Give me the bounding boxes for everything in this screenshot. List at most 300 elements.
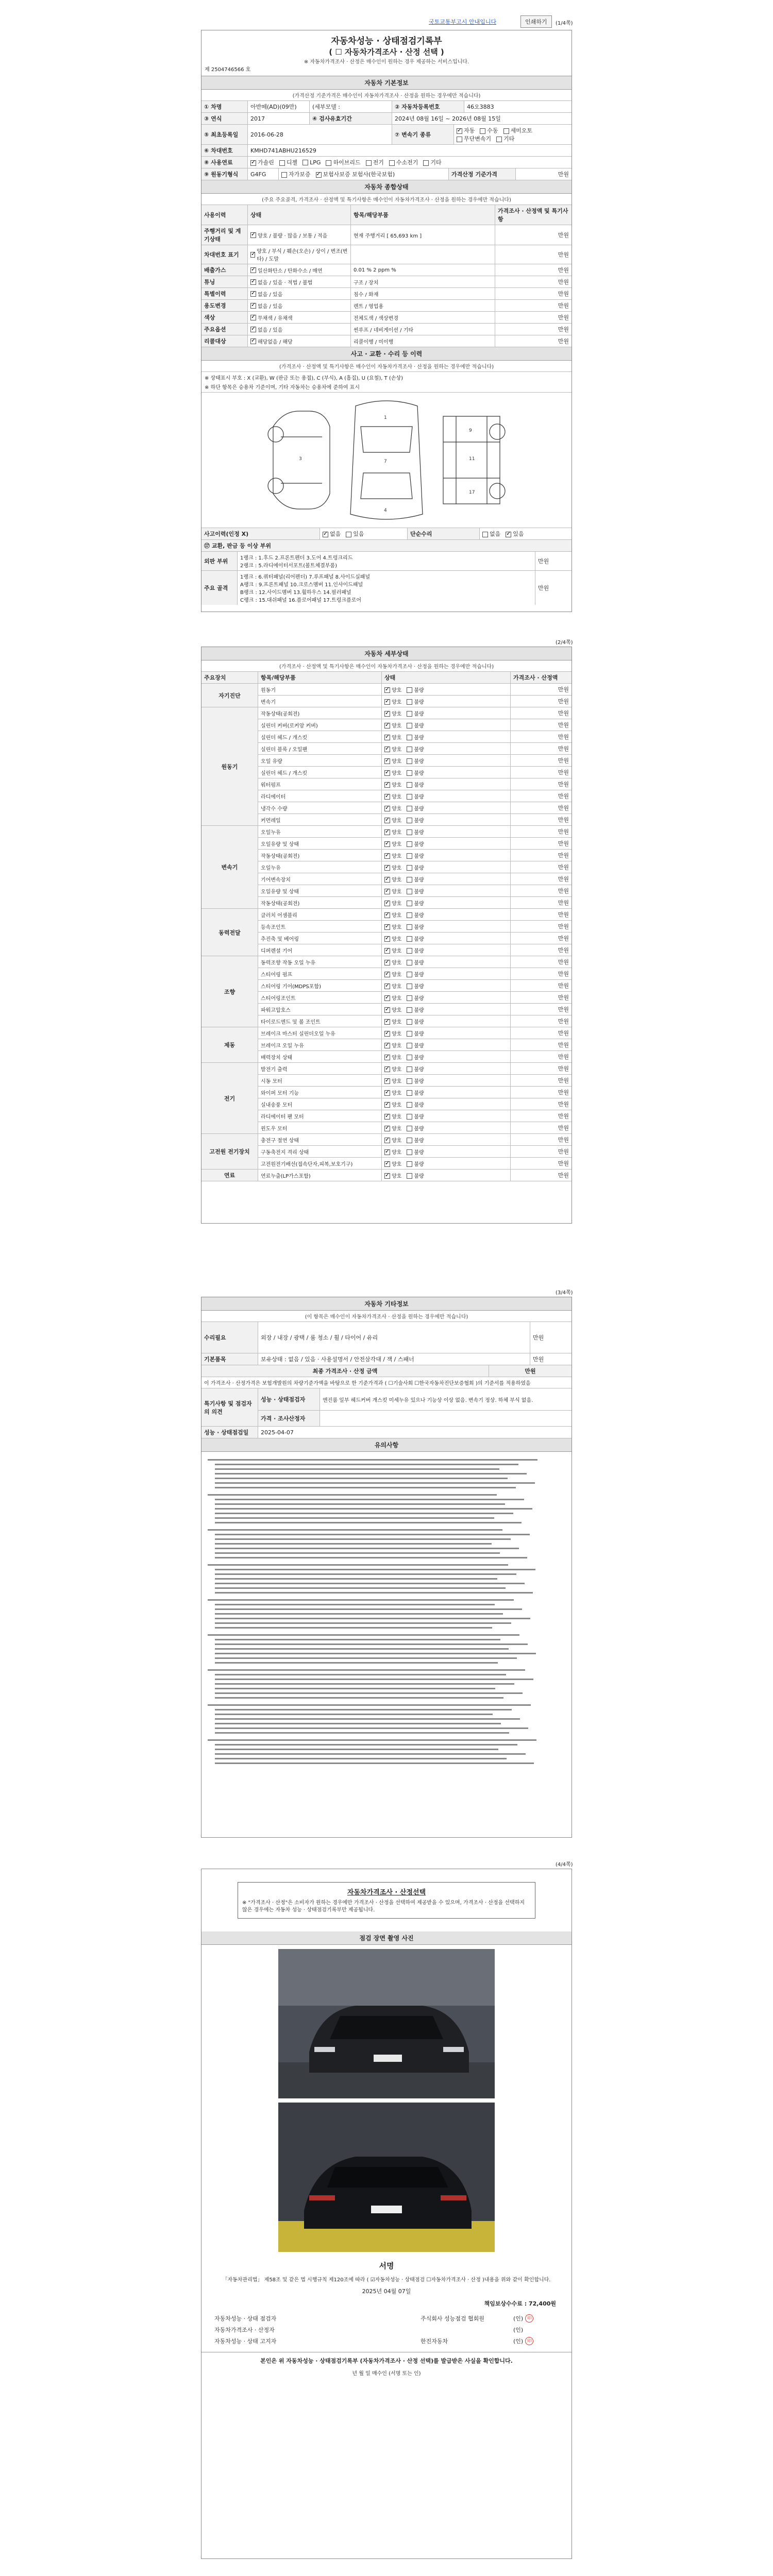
sign-date: 2025년 04월 07일 (362, 2288, 411, 2295)
checkbox-icon (384, 889, 390, 894)
detail-item-unit: 만원 (558, 1148, 569, 1155)
frame-unit: 만원 (538, 585, 549, 591)
detail-item-state: ✓ 양호 불량 (382, 909, 511, 920)
detail-item-unit: 만원 (558, 1042, 569, 1048)
detail-item-name: 구동축전지 격리 상태 (258, 1146, 382, 1157)
checkbox-icon (384, 1055, 390, 1060)
notice-line (215, 1643, 528, 1645)
checkbox-icon (407, 1007, 412, 1013)
vin-label: ⑥ 차대번호 (201, 145, 248, 156)
detail-item-row (258, 980, 572, 992)
detail-item-unit: 만원 (558, 1137, 569, 1143)
first-reg-value: 2016-06-28 (248, 125, 392, 144)
detail-item-row (258, 826, 572, 838)
detail-groups (201, 684, 572, 1181)
detail-item-unit: 만원 (558, 805, 569, 811)
footer-text: 본인은 위 자동차성능 · 상태점검기록부 (자동차가격조사 · 산정 선택)를 발급받은 사실을 확인합니다. (201, 2352, 572, 2369)
detail-item-row (258, 790, 572, 802)
notice-line (208, 1529, 502, 1531)
detail-item-state: ✓ 양호 불량 (382, 897, 511, 908)
checkbox-icon (407, 1161, 412, 1167)
photo-heading: 점검 장면 촬영 사진 (201, 1931, 572, 1945)
detail-item-unit: 만원 (558, 722, 569, 728)
state-row-name: 주행거리 및 계기상태 (201, 225, 248, 245)
warranty-options: 자가보증 ✓ 보험사보증 보험사(한국보험) (279, 168, 449, 180)
detail-item-name: 실린더 커버(로커암 커버) (258, 719, 382, 731)
detail-item-name: 오일유량 및 상태 (258, 885, 382, 896)
notice-line (215, 1732, 509, 1734)
notice-line (215, 1679, 533, 1680)
detail-item-state: ✓ 양호 불량 (382, 767, 511, 778)
detail-item-name: 라디에이터 (258, 790, 382, 802)
checkbox-icon (384, 853, 390, 859)
notice-line (215, 1727, 528, 1729)
accident-q1: 사고이력(인정 X) (201, 528, 320, 539)
trans-label: ⑦ 변속기 종류 (392, 125, 454, 144)
checkbox-icon (384, 1019, 390, 1025)
notice-line (208, 1669, 525, 1671)
detail-item-name: 커먼레일 (258, 814, 382, 825)
detail-item-name: 원동기 (258, 684, 382, 695)
detail-item-state: ✓ 양호 불량 (382, 719, 511, 731)
detail-item-row (258, 1039, 572, 1051)
checkbox-icon (303, 160, 308, 165)
detail-item-unit: 만원 (558, 1006, 569, 1013)
checkbox-icon (384, 877, 390, 883)
detail-item-state: ✓ 양호 불량 (382, 1122, 511, 1133)
checkbox-icon (407, 901, 412, 906)
checkbox-icon (407, 960, 412, 965)
state-rows (201, 225, 572, 347)
year-label: ③ 연식 (201, 113, 248, 124)
notice-line (215, 1557, 527, 1558)
notice-link[interactable]: 국토교통부고시 안내입니다 (429, 19, 497, 25)
checkbox-icon (384, 865, 390, 871)
state-row-detail: 전체도색 / 색상변경 (351, 312, 495, 323)
accident-q2: 단순수리 (408, 528, 480, 539)
checkbox-icon (384, 818, 390, 823)
col-usage: 사용이력 (201, 205, 248, 225)
date-label: 성능 · 상태점검일 (201, 1427, 258, 1438)
detail-item-state: ✓ 양호 불량 (382, 885, 511, 896)
detail-col-price: 가격조사 · 산정액 (513, 674, 558, 681)
detail-item-unit: 만원 (558, 1089, 569, 1096)
checkbox-icon (407, 770, 412, 776)
checkbox-icon (384, 782, 390, 788)
detail-item-row (258, 1146, 572, 1158)
detail-item-row (258, 992, 572, 1004)
detail-item-row (258, 1170, 572, 1181)
checkbox-icon (250, 338, 256, 344)
state-row-options: ✓ 일산화탄소 / 탄화수소 / 매연 (248, 264, 351, 276)
detail-item-state: ✓ 양호 불량 (382, 1110, 511, 1122)
checkbox-icon (384, 758, 390, 764)
detail-group (201, 826, 572, 909)
checkbox-icon (384, 1031, 390, 1037)
detail-col-state: 상태 (382, 672, 511, 683)
state-row-detail: 썬루프 / 네비게이션 / 기타 (351, 324, 495, 335)
detail-item-unit: 만원 (558, 1172, 569, 1179)
detail-item-unit: 만원 (558, 876, 569, 883)
detail-item-state: ✓ 양호 불량 (382, 755, 511, 766)
detail-item-unit: 만원 (558, 1113, 569, 1120)
detail-group-name: 전기 (201, 1063, 258, 1133)
page-3-number: (3/4쪽) (556, 1290, 573, 1296)
state-row-name: 튜닝 (201, 276, 248, 287)
notice-line (215, 1753, 526, 1755)
detail-item-name: 디퍼렌셜 기어 (258, 944, 382, 956)
checkbox-icon (384, 1102, 390, 1108)
detail-item-state: ✓ 양호 불량 (382, 1051, 511, 1062)
state-row-name: 배출가스 (201, 264, 248, 276)
svg-text:7: 7 (384, 459, 387, 464)
repair-label: 수리필요 (201, 1322, 258, 1353)
detail-item-state: ✓ 양호 불량 (382, 1146, 511, 1157)
state-row (201, 264, 572, 276)
detail-item-unit: 만원 (558, 686, 569, 693)
checkbox-icon (457, 128, 462, 134)
detail-item-row (258, 873, 572, 885)
accident-heading: 사고 · 교환 · 수리 등 이력 (201, 347, 572, 361)
detail-item-name: 실린더 헤드 / 개스킷 (258, 767, 382, 778)
detail-item-state: ✓ 양호 불량 (382, 1087, 511, 1098)
notice-line (215, 1508, 532, 1510)
notice-line (215, 1709, 512, 1710)
car-name-label: ① 차명 (201, 101, 248, 112)
checkbox-icon (384, 901, 390, 906)
state-row-name: 리콜대상 (201, 335, 248, 347)
detail-item-row (258, 1134, 572, 1146)
detail-group (201, 1027, 572, 1063)
car-name-value: 아반떼(AD)(09만) (248, 101, 310, 112)
state-heading: 자동차 종합상태 (201, 180, 572, 194)
detail-item-row (258, 719, 572, 731)
notice-line (215, 1604, 495, 1605)
notice-line (215, 1648, 509, 1650)
state-row-unit: 만원 (558, 279, 569, 285)
state-row-unit: 만원 (558, 326, 569, 333)
notice-line (215, 1522, 522, 1523)
vin-value: KMHD741ABHU216529 (250, 147, 316, 154)
notice-line (215, 1569, 535, 1570)
doc-note: ※ 자동차가격조사 · 산정은 매수인이 원하는 경우 제공하는 서비스입니다. (304, 59, 469, 65)
checkbox-icon (384, 687, 390, 693)
notice-line (215, 1622, 511, 1624)
detail-item-row (258, 1087, 572, 1098)
fee-text: 책임보상수수료 : 72,400원 (484, 2300, 556, 2307)
basic-item-label: 기본품목 (201, 1353, 258, 1365)
checkbox-icon (407, 1031, 412, 1037)
notice-line (215, 1592, 533, 1594)
special-pricer-label: 가격 · 조사산정자 (258, 1411, 320, 1426)
detail-item-state: ✓ 양호 불량 (382, 696, 511, 707)
state-row-name: 색상 (201, 312, 248, 323)
detail-item-state: ✓ 양호 불량 (382, 850, 511, 861)
detail-item-unit: 만원 (558, 710, 569, 717)
date-value: 2025-04-07 (261, 1429, 294, 1436)
price-heading: 최종 가격조사 · 산정 금액 (201, 1365, 489, 1377)
detail-item-unit: 만원 (558, 781, 569, 788)
signer-3-label: 자동차성능 · 상태 고지자 (214, 2338, 277, 2345)
checkbox-icon (316, 172, 322, 178)
detail-item-name: 작동상태(공회전) (258, 897, 382, 908)
doc-title: 자동차성능 · 상태점검기록부 (331, 36, 442, 46)
checkbox-icon (407, 1043, 412, 1048)
detail-item-row (258, 1075, 572, 1087)
checkbox-icon (407, 1149, 412, 1155)
detail-item-unit: 만원 (558, 840, 569, 847)
checkbox-icon (407, 972, 412, 977)
detail-group (201, 1134, 572, 1170)
confirm-text: ※ "가격조사 · 산정"은 소비자가 원하는 경우에만 가격조사 · 산정을 선택하여 제공받을 수 있으며, 가격조사 · 산정을 선택하지 않은 경우에는 자동차 성능 · 상태점검기록부만 제공됩니다. (242, 1900, 525, 1913)
detail-item-name: 타이로드엔드 및 볼 조인트 (258, 1015, 382, 1027)
notice-line (215, 1473, 527, 1475)
basic-info-note: (가격산정 기준가격은 매수인이 자동차가격조사 · 산정을 원하는 경우에만 적습니다) (201, 90, 572, 101)
checkbox-icon (384, 1066, 390, 1072)
checkbox-icon (407, 912, 412, 918)
print-button[interactable]: 인쇄하기 (520, 15, 552, 28)
car-diagram-svg (253, 396, 520, 524)
detail-item-name: 오일누유 (258, 826, 382, 837)
detail-item-unit: 만원 (558, 982, 569, 989)
accident-legend: ※ 상태표시 부호 : X (교환), W (판금 또는 용접), C (부식), A (흠집), U (요철), T (손상) (205, 376, 404, 381)
detail-item-name: 충전구 절연 상태 (258, 1134, 382, 1145)
notice-line (215, 1513, 513, 1514)
detail-item-unit: 만원 (558, 1030, 569, 1037)
detail-item-name: 연료누출(LP가스포함) (258, 1170, 382, 1181)
checkbox-icon (250, 315, 256, 320)
basic-info-heading: 자동차 기본정보 (201, 76, 572, 90)
state-row-unit: 만원 (558, 291, 569, 297)
checkbox-icon (407, 1102, 412, 1108)
checkbox-icon (250, 267, 256, 273)
detail-item-state: ✓ 양호 불량 (382, 992, 511, 1003)
detail-item-state: ✓ 양호 불량 (382, 743, 511, 754)
detail-item-name: 라디에이터 팬 모터 (258, 1110, 382, 1122)
detail-item-state: ✓ 양호 불량 (382, 968, 511, 979)
detail-item-name: 스티어링조인트 (258, 992, 382, 1003)
detail-item-name: 추진축 및 베어링 (258, 933, 382, 944)
detail-item-unit: 만원 (558, 935, 569, 942)
detail-item-state: ✓ 양호 불량 (382, 684, 511, 695)
detail-item-state: ✓ 양호 불량 (382, 1098, 511, 1110)
checkbox-icon (407, 877, 412, 883)
checkbox-icon (384, 948, 390, 954)
outer-unit: 만원 (538, 558, 549, 565)
detail-item-unit: 만원 (558, 1101, 569, 1108)
notice-line (215, 1639, 500, 1640)
checkbox-icon (384, 806, 390, 811)
detail-item-name: 와이퍼 모터 기능 (258, 1087, 382, 1098)
page-2 (201, 647, 572, 1224)
detail-item-name: 실내송풍 모터 (258, 1098, 382, 1110)
checkbox-icon (407, 1138, 412, 1143)
car-detail-label: (세부모델 : (310, 101, 392, 112)
state-row (201, 324, 572, 335)
notice-line (215, 1464, 518, 1465)
notice-line (208, 1564, 508, 1566)
accident-legend-2: ※ 하단 항목은 승용차 기준이며, 기타 자동차는 승용차에 준하여 표시 (201, 383, 572, 393)
detail-item-name: 브레이크 마스터 실린더오일 누유 (258, 1027, 382, 1039)
detail-item-name: 발전기 출력 (258, 1063, 382, 1074)
state-row (201, 312, 572, 324)
detail-item-row (258, 802, 572, 814)
accident-q2-options: 없음 ✓ 있음 (480, 528, 572, 539)
signer-2-value (315, 2324, 418, 2335)
detail-item-state: ✓ 양호 불량 (382, 1015, 511, 1027)
checkbox-icon (423, 160, 429, 166)
accident-note: (가격조사 · 산정액 및 특기사항은 매수인이 자동차가격조사 · 산정을 원하는 경우에만 적습니다) (201, 361, 572, 372)
checkbox-icon (384, 924, 390, 930)
detail-item-row (258, 1015, 572, 1027)
signer-1-org: 주식회사 성능점검 협회원 (421, 2315, 484, 2322)
detail-item-name: 워터펌프 (258, 778, 382, 790)
checkbox-icon (407, 841, 412, 847)
detail-group-name: 동력전달 (201, 909, 258, 956)
notice-line (215, 1573, 516, 1575)
year-value: 2017 (248, 113, 310, 124)
checkbox-icon (407, 806, 412, 811)
col-price: 가격조사 · 산정액 및 특기사항 (498, 208, 568, 223)
inspection-photo-front (278, 1949, 495, 2098)
signer-2-label: 자동차가격조사 · 산정자 (214, 2327, 275, 2333)
notice-line (215, 1578, 497, 1580)
state-row-options: ✓ 없음 / 있음 (248, 324, 351, 335)
detail-group (201, 1063, 572, 1134)
detail-item-row (258, 933, 572, 944)
detail-group (201, 707, 572, 826)
notice-line (215, 1552, 500, 1554)
detail-group-name: 제동 (201, 1027, 258, 1062)
notice-line (215, 1613, 503, 1615)
checkbox-icon (407, 747, 412, 752)
detail-item-row (258, 944, 572, 956)
signer-1-seal: (인) 印 (511, 2313, 561, 2324)
detail-item-row (258, 743, 572, 755)
notice-line (215, 1627, 492, 1629)
reg-value: 46오3883 (467, 104, 494, 110)
detail-col-item: 항목/해당부품 (258, 672, 382, 683)
insp-label: ④ 검사유효기간 (310, 113, 392, 124)
seal-stamp-icon: 印 (525, 2314, 533, 2323)
state-row-options: ✓ 무채색 / 유채색 (248, 312, 351, 323)
sign-heading: 서명 (379, 2261, 394, 2270)
checkbox-icon (407, 1114, 412, 1120)
notice-line (208, 1494, 497, 1496)
notice-line (208, 1599, 514, 1601)
notice-line (215, 1723, 501, 1724)
checkbox-icon (407, 829, 412, 835)
notice-line (215, 1587, 506, 1589)
checkbox-icon (250, 291, 256, 297)
detail-item-unit: 만원 (558, 1018, 569, 1025)
detail-item-name: 배력장치 상태 (258, 1051, 382, 1062)
checkbox-icon (384, 1126, 390, 1131)
state-row-name: 차대번호 표기 (201, 245, 248, 264)
detail-group-name: 고전원 전기장치 (201, 1134, 258, 1169)
state-row-detail: 0.01 % 2 ppm % (351, 264, 495, 276)
detail-item-row (258, 1098, 572, 1110)
checkbox-icon (407, 984, 412, 989)
svg-text:3: 3 (299, 456, 302, 462)
detail-item-unit: 만원 (558, 1077, 569, 1084)
detail-item-row (258, 968, 572, 980)
state-row-unit: 만원 (558, 302, 569, 309)
detail-item-row (258, 731, 572, 743)
checkbox-icon (407, 853, 412, 859)
state-row-name: 용도변경 (201, 300, 248, 311)
detail-item-row (258, 778, 572, 790)
notice-line (215, 1499, 524, 1500)
checkbox-icon (384, 723, 390, 728)
checkbox-icon (384, 1007, 390, 1013)
insp-value: 2024년 08월 16일 ~ 2026년 08월 15일 (395, 115, 501, 122)
checkbox-icon (482, 532, 488, 537)
checkbox-icon (407, 1055, 412, 1060)
checkbox-icon (384, 1114, 390, 1120)
checkbox-icon (407, 924, 412, 930)
detail-item-name: 동력조향 작동 오일 누유 (258, 956, 382, 968)
notice-line (215, 1744, 517, 1745)
car-front-photo (278, 1949, 495, 2098)
notice-line (215, 1674, 506, 1675)
detail-item-unit: 만원 (558, 734, 569, 740)
detail-item-state: ✓ 양호 불량 (382, 802, 511, 814)
notice-line (215, 1548, 519, 1549)
detail-item-row (258, 885, 572, 897)
detail-item-row (258, 1063, 572, 1075)
notice-line (215, 1697, 503, 1699)
detail-item-row (258, 1122, 572, 1133)
detail-item-row (258, 1004, 572, 1015)
state-row-detail: 침수 / 화재 (351, 288, 495, 299)
checkbox-icon (407, 948, 412, 954)
checkbox-icon (407, 995, 412, 1001)
checkbox-icon (407, 794, 412, 800)
state-row (201, 225, 572, 245)
detail-item-state: ✓ 양호 불량 (382, 778, 511, 790)
detail-item-row (258, 814, 572, 825)
checkbox-icon (407, 1019, 412, 1025)
detail-item-state: ✓ 양호 불량 (382, 1063, 511, 1074)
checkbox-icon (384, 711, 390, 717)
detail-item-unit: 만원 (558, 1125, 569, 1131)
detail-group (201, 956, 572, 1027)
detail-item-unit: 만원 (558, 698, 569, 705)
detail-item-state: ✓ 양호 불량 (382, 1027, 511, 1039)
state-row (201, 300, 572, 312)
detail-item-unit: 만원 (558, 852, 569, 859)
notice-heading: 유의사항 (201, 1438, 572, 1452)
confirm-heading: 자동차가격조사 · 산정선택 (347, 1889, 426, 1896)
checkbox-icon (384, 1043, 390, 1048)
detail-item-row (258, 1158, 572, 1169)
state-row (201, 288, 572, 300)
detail-item-unit: 만원 (558, 971, 569, 977)
detail-item-row (258, 909, 572, 921)
etc-heading: 자동차 기타정보 (201, 1297, 572, 1311)
notice-line (215, 1618, 530, 1619)
col-item: 항목/해당부품 (351, 205, 495, 225)
trans-options: ✓자동 수동 세미오토 무단변속기 기타 (454, 125, 572, 144)
detail-item-state: ✓ 양호 불량 (382, 731, 511, 742)
signer-3-value (315, 2335, 418, 2347)
special-label: 특기사항 및 점검자의 의견 (201, 1388, 258, 1426)
detail-item-state: ✓ 양호 불량 (382, 861, 511, 873)
checkbox-icon (346, 532, 351, 537)
state-row-detail: 리콜이행 / 미이행 (351, 335, 495, 347)
base-price-label: 가격산정 기준가격 (449, 168, 516, 180)
